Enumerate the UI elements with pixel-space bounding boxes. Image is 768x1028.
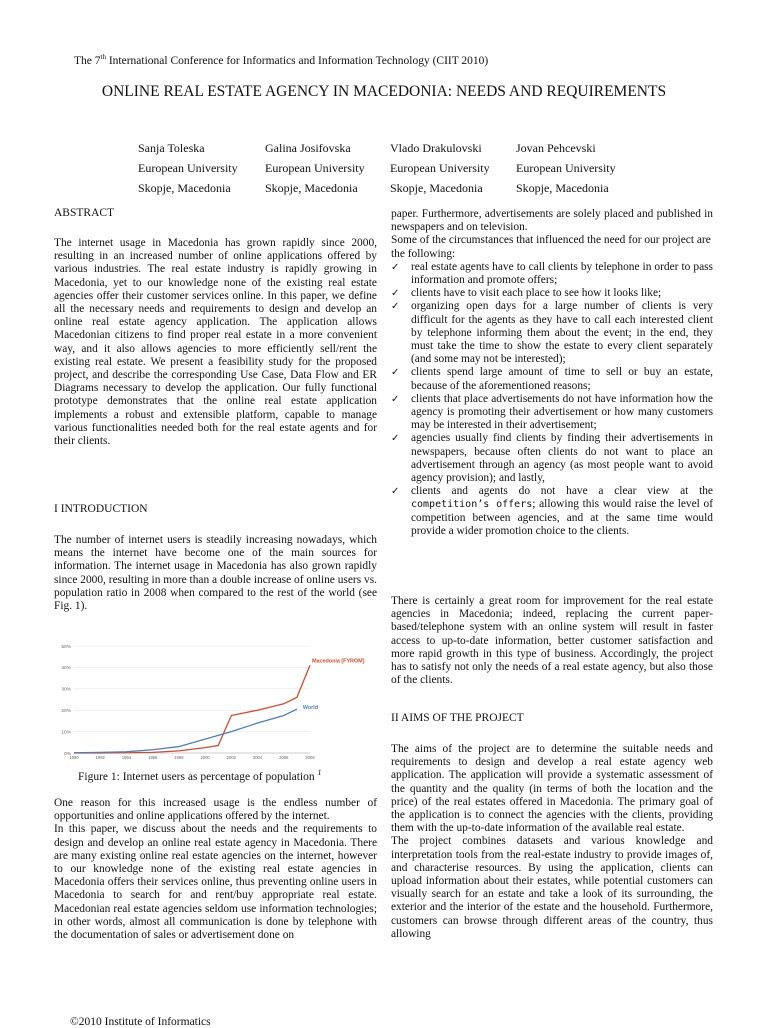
abstract-text: The internet usage in Macedonia has grown rapidly since 2000, resulting in an increased number of online applications offered by various industries. The real estate industry is rapidly growing in Macedonia, yet to our knowledge none of the existing real estate agencies offer their customer services online. In this paper, we define all the necessary needs and requirements to design and develop an online real estate agency application. The application allows Macedonian citizens to find proper real estate in a more convenient way, and it also allows agencies to more efficiently sell/rent the existing real estate. We present a feasibility study for the proposed project, and describe the corresponding Use Case, Data Flow and ER Diagrams necessary to develop the application. Our fully functional prototype demonstrates that the online real estate application implements a robust and extensible platform, capable to manage various functionalities needed both for the real estate agents and for their clients.: [54, 237, 377, 448]
x-tick-label: 1992: [95, 755, 105, 760]
check-icon: ✓: [391, 367, 400, 379]
intro-paragraph-2: One reason for this increased usage is the endless number of opportunities and online applications offered by the internet.: [54, 797, 377, 823]
aims-heading: II AIMS OF THE PROJECT: [391, 712, 524, 724]
author-name: Sanja Toleska: [138, 141, 205, 155]
series-line-world: [74, 709, 297, 753]
paper-title: ONLINE REAL ESTATE AGENCY IN MACEDONIA: NEEDS AND REQUIREMENTS: [101, 83, 667, 100]
right-column-upper: [391, 208, 713, 538]
author-affiliation: European University: [138, 161, 238, 175]
check-icon: ✓: [391, 301, 400, 313]
figure-caption: Figure 1: Internet users as percentage of population $^1$: [78, 768, 322, 783]
x-tick-label: 2008: [305, 755, 315, 760]
y-tick-label: 20%: [61, 709, 71, 714]
author-affiliation: European University: [265, 161, 365, 175]
x-tick-label: 2002: [226, 755, 236, 760]
y-tick-label: 40%: [61, 666, 71, 672]
author-name: Vlado Drakulovski: [390, 141, 482, 155]
check-icon: ✓: [391, 288, 400, 300]
legend-label: Macedonia [FYROM]: [312, 658, 365, 665]
right-paragraph-3: There is certainly a great room for improvement for the real estate agencies in Macedonia; indeed, replacing the current paper-based/telephone system with an online system will result in faster access to up-to-date information, better customer satisfaction and more rapid growth in this type of business. Accordingly, the project has to satisfy not only the needs of a real estate agency, but also those of the clients.: [391, 595, 713, 687]
list-item: ✓ organizing open days for a large number of clients is very difficult for the agents as they have to call each interested client by telephone informing them about the event; in the end, they must take the time to show the estate to every client separately (and some may not be interested);: [391, 300, 713, 366]
y-tick-label: 50%: [61, 644, 71, 650]
intro-paragraph-3: In this paper, we discuss about the needs and the requirements to design and develop an online real estate agency in Macedonia. There are many existing online real estate agencies on the internet, however to our knowledge none of the existing real estate agencies in Macedonia offers their services online, thus preventing online users in Macedonia to search for and rent/buy appropriate real estate. Macedonian real estate agencies seldom use information technologies; in other words, almost all communication is done by telephone with the documentation of sales or advertisement done on: [54, 823, 377, 942]
x-tick-label: 2004: [252, 755, 263, 760]
x-tick-label: 1996: [148, 755, 158, 760]
y-tick-label: 0%: [64, 751, 71, 757]
x-tick-label: 1990: [69, 755, 79, 760]
internet-users-chart: [58, 640, 365, 762]
author-city: Skopje, Macedonia: [138, 181, 231, 195]
intro-paragraph-1: The number of internet users is steadily increasing nowadays, which means the internet have become one of the main sources for information. The internet usage in Macedonia has also grown rapidly since 2000, resulting in more than a double increase of online users vs. population ratio in 2008 when compared to the rest of the world (see Fig. 1).: [54, 534, 377, 613]
conference-header: The 7th International Conference for Informatics and Information Technology (CIIT 2010): [74, 53, 489, 67]
check-icon: ✓: [391, 486, 400, 498]
list-item: ✓ agencies usually find clients by finding their advertisements in newspapers, because often clients do not want to place an advertisement through an agency (as most people want to avoid agency provision); and lastly,: [391, 432, 713, 485]
aims-paragraph-2: The project combines datasets and various knowledge and interpretation tools from the real-estate industry to provide images of, and characterise resources. By using the application, clients can upload information about their estates, while potential customers can visually search for an estate and take a look of its surrounding, the exterior and the interior of the estate and the household. Furthermore, customers can browse through different areas of the country, thus allowing: [391, 835, 713, 940]
x-tick-label: 1998: [174, 755, 184, 760]
list-item: ✓ clients and agents do not have a clear view at the competition’s offers; allowing this would raise the level of competition between agencies, and at the same time would provide a wider promotion choice to the clients.: [391, 485, 713, 537]
author-city: Skopje, Macedonia: [390, 181, 483, 195]
check-icon: ✓: [391, 433, 400, 445]
author-affiliation: European University: [516, 161, 616, 175]
x-tick-label: 1994: [121, 755, 132, 760]
circumstances-list: [391, 261, 713, 538]
author-4: [516, 138, 616, 198]
series-line-macedonia: [74, 665, 310, 753]
intro-heading: I INTRODUCTION: [54, 503, 148, 515]
author-3: [390, 138, 490, 198]
author-name: Jovan Pehcevski: [516, 141, 596, 155]
check-icon: ✓: [391, 393, 400, 405]
aims-section: [391, 743, 713, 941]
author-1: [138, 138, 238, 198]
intro-continued: [54, 797, 377, 942]
author-affiliation: European University: [390, 161, 490, 175]
legend-label: World: [302, 705, 319, 712]
right-paragraph-1: paper. Furthermore, advertisements are solely placed and published in newspapers and on television.: [391, 208, 713, 234]
author-city: Skopje, Macedonia: [265, 181, 358, 195]
author-name: Galina Josifovska: [265, 141, 351, 155]
author-city: Skopje, Macedonia: [516, 181, 609, 195]
list-item: ✓ clients that place advertisements do not have information how the agency is promoting their advertisement or how many customers may be interested in their advertisement;: [391, 392, 713, 432]
author-2: [265, 138, 365, 198]
footer-copyright: ©2010 Institute of Informatics: [70, 1016, 211, 1028]
y-tick-label: 30%: [61, 687, 71, 693]
list-item: ✓ clients spend large amount of time to sell or buy an estate, because of the aforementioned reasons;: [391, 366, 713, 392]
abstract-heading: ABSTRACT: [54, 207, 115, 219]
list-item: ✓ clients have to visit each place to see how it looks like;: [391, 287, 662, 300]
check-icon: ✓: [391, 261, 400, 273]
x-tick-label: 2000: [200, 755, 210, 760]
x-tick-label: 2006: [279, 755, 289, 760]
right-paragraph-2: Some of the circumstances that influenced the need for our project are the following:: [391, 234, 711, 260]
aims-paragraph-1: The aims of the project are to determine the suitable needs and requirements to design and develop a real estate agency web application. The application will provide a systematic assessment of the quantity and the quality (in terms of both the location and the price) of the real estates offered in Macedonia. The primary goal of the application is to connect the agencies with the clients, providing them with the up-to-date information of the available real estate.: [391, 743, 713, 835]
y-tick-label: 10%: [61, 730, 71, 736]
list-item: ✓ real estate agents have to call clients by telephone in order to pass information and promote offers;: [391, 260, 713, 287]
